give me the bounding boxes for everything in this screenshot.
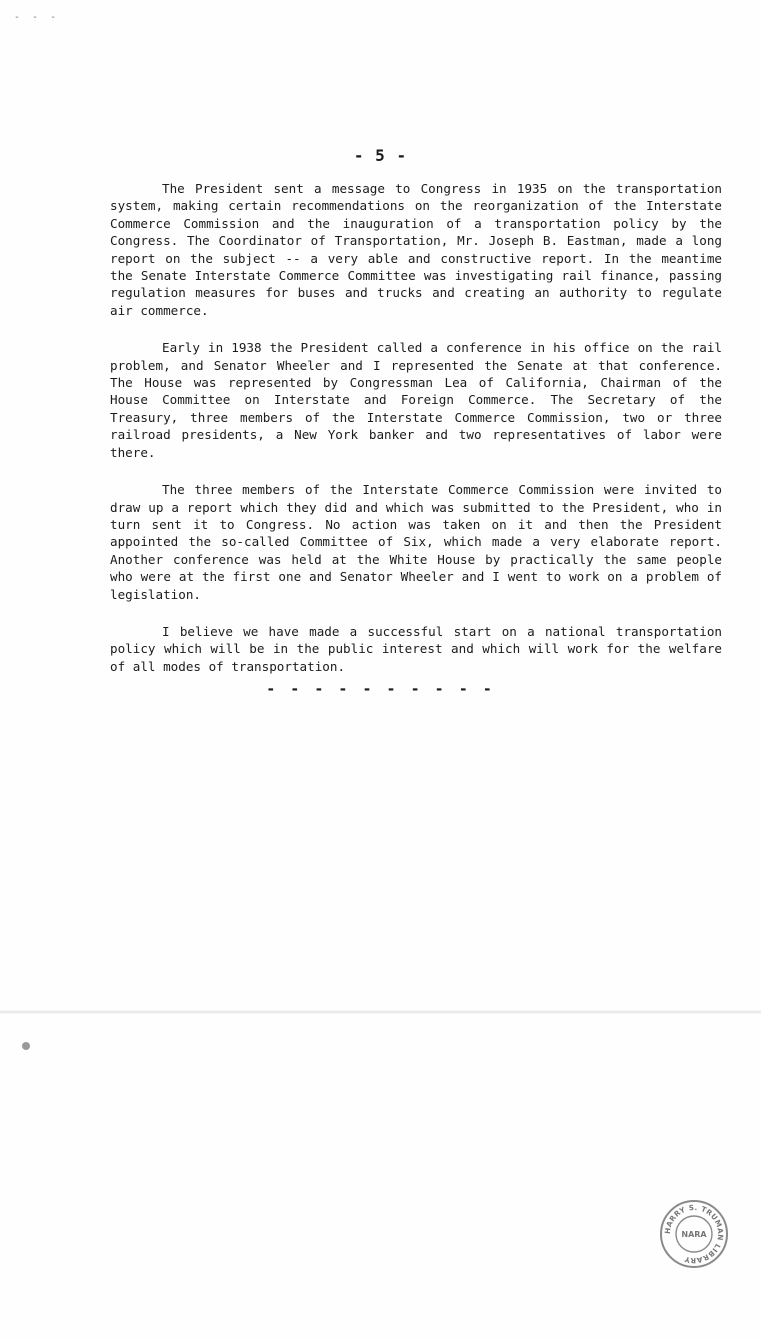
paper-fold-line [0, 1010, 761, 1014]
corner-marks: - - - [14, 12, 60, 23]
paper-speck [22, 1042, 30, 1050]
closing-dash-rule: - - - - - - - - - - [266, 680, 495, 698]
stamp-center-text: NARA [681, 1230, 707, 1239]
page-number: - 5 - [353, 146, 408, 165]
paragraph-2: Early in 1938 the President called a conference in his office on the rail problem, and Senator Wheeler and I represented the Senate at that conference. The House was represented by Congressman Lea of California, Chairman of the House Committee on Interstate and Foreign Commerce. The Secretary of the Treasury, three members of the Interstate Commerce Commission, two or three railroad presidents, a New York banker and two representatives of labor were there. [110, 340, 722, 460]
paragraph-1: The President sent a message to Congress in 1935 on the transportation system, making certain recommendations on the reorganization of the Interstate Commerce Commission and the inauguration of a transportation policy by the Congress. The Coordinator of Transportation, Mr. Joseph B. Eastman, made a long report on the subject -- a very able and constructive report. In the meantime the Senate Interstate Commerce Committee was investigating rail finance, passing regulation measures for buses and trucks and creating an authority to regulate air commerce. [110, 181, 722, 318]
paragraph-4: I believe we have made a successful start on a national transportation policy which will be in the public interest and which will work for the welfare of all modes of transportation. [110, 623, 722, 674]
paragraph-3: The three members of the Interstate Commerce Commission were invited to draw up a report which they did and which was submitted to the President, who in turn sent it to Congress. No action was taken on it and then the President appointed the so-called Committee of Six, which made a very elaborate report. Another conference was held at the White House by practically the same people who were at the first one and Senator Wheeler and I went to work on a problem of legislation. [110, 482, 722, 602]
stamp-ring-text: HARRY S. TRUMAN LIBRARY [662, 1202, 726, 1266]
library-stamp-seal [658, 1198, 730, 1270]
body-text [110, 180, 722, 675]
